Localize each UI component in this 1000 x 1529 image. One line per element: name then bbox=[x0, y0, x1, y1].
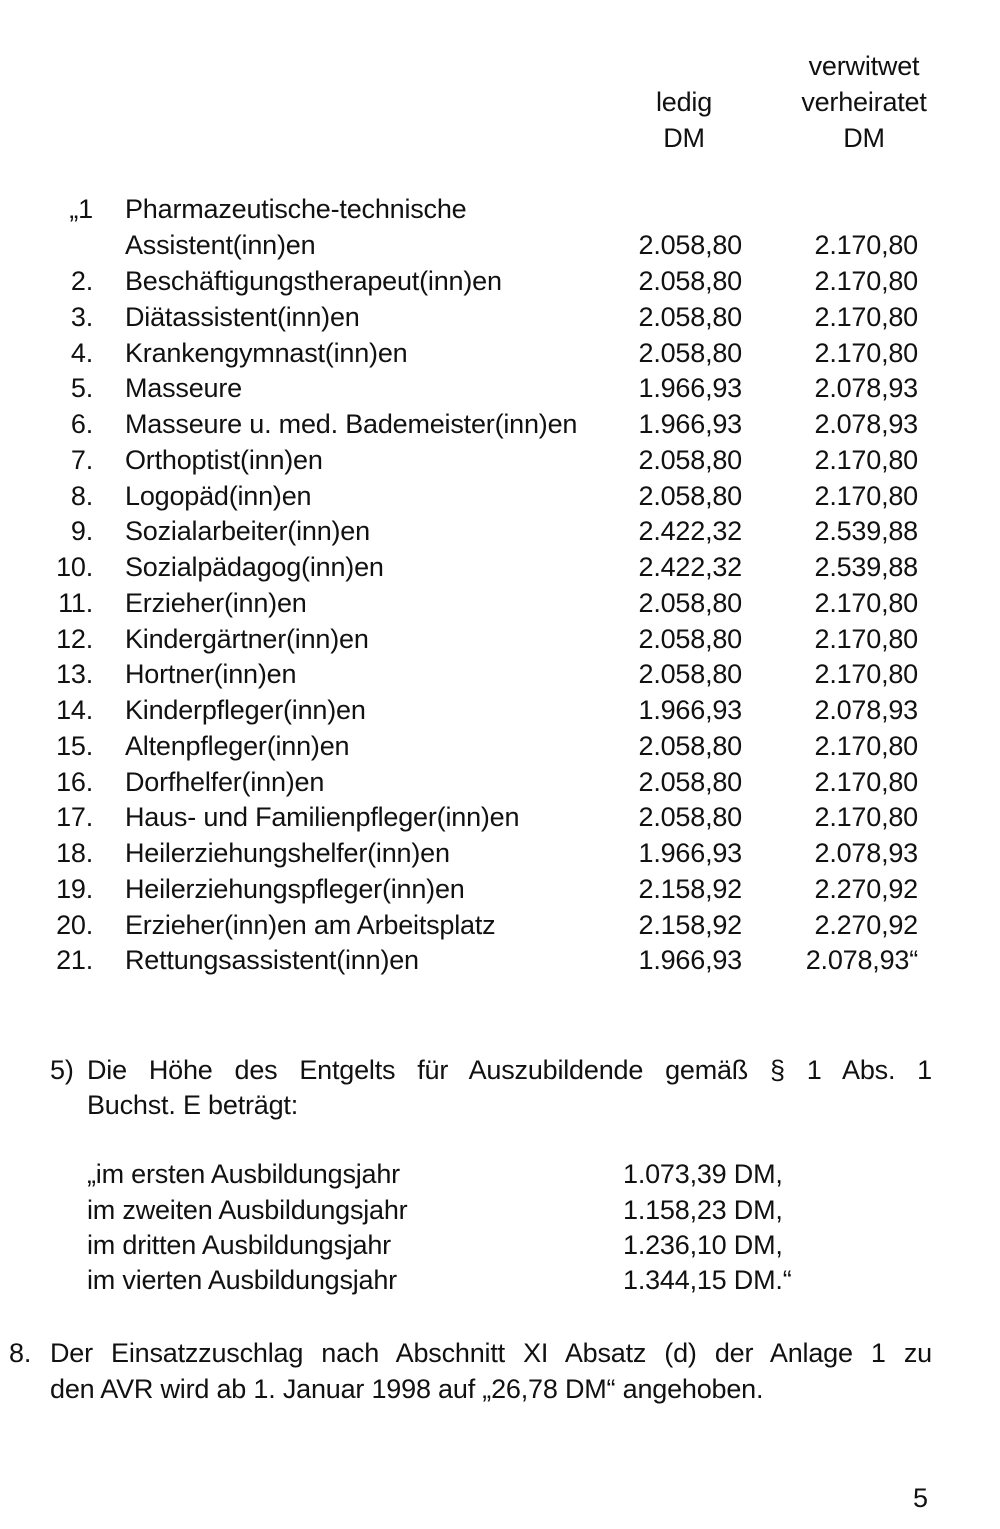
list-item bbox=[0, 1227, 1000, 1262]
row-number: 12. bbox=[56, 623, 93, 654]
row-label: Masseure u. med. Bademeister(inn)en bbox=[125, 409, 578, 439]
value-ledig: 1.966,93 bbox=[638, 695, 742, 725]
row-label: Pharmazeutische-technische bbox=[125, 194, 467, 224]
row-number: 19. bbox=[56, 873, 93, 904]
row-number: 13. bbox=[56, 659, 93, 690]
row-number: 8. bbox=[70, 480, 93, 511]
table-row bbox=[0, 656, 1000, 692]
row-number: 16. bbox=[56, 766, 93, 797]
table-row bbox=[0, 871, 1000, 907]
row-label-continued: Assistent(inn)en bbox=[125, 230, 316, 260]
training-year-label: „im ersten Ausbildungsjahr bbox=[87, 1159, 400, 1189]
row-label: Erzieher(inn)en am Arbeitsplatz bbox=[125, 909, 496, 940]
row-number: 7. bbox=[70, 444, 93, 475]
row-number: 5. bbox=[70, 373, 93, 404]
value-ledig: 2.058,80 bbox=[638, 266, 742, 296]
row-label: Logopäd(inn)en bbox=[125, 480, 312, 511]
section-5-text-line1: Die Höhe des Entgelts für Auszubildende gemäß § 1 Abs. 1 bbox=[87, 1055, 932, 1085]
row-number: 3. bbox=[70, 301, 93, 332]
table-row bbox=[0, 692, 1000, 728]
row-number: 10. bbox=[56, 552, 93, 582]
header-ledig-label: ledig bbox=[655, 87, 713, 117]
value-verheiratet: 2.078,93 bbox=[814, 373, 918, 404]
row-label: Masseure bbox=[125, 373, 242, 404]
table-row bbox=[0, 513, 1000, 549]
value-verheiratet: 2.170,80 bbox=[814, 802, 918, 833]
training-year-label: im vierten Ausbildungsjahr bbox=[87, 1265, 397, 1295]
value-verheiratet: 2.170,80 bbox=[814, 230, 918, 260]
value-verheiratet: 2.170,80 bbox=[814, 337, 918, 368]
table-row bbox=[0, 191, 1000, 227]
column-header-verheiratet bbox=[785, 48, 943, 156]
section-8-text-line2: den AVR wird ab 1. Januar 1998 auf „26,78 DM“ angehoben. bbox=[50, 1374, 764, 1404]
row-number: 18. bbox=[56, 838, 93, 868]
value-verheiratet: 2.078,93 bbox=[814, 409, 918, 439]
value-ledig: 2.422,32 bbox=[638, 516, 742, 547]
row-label: Rettungsassistent(inn)en bbox=[125, 945, 419, 976]
table-row bbox=[0, 370, 1000, 406]
table-row bbox=[0, 799, 1000, 835]
value-verheiratet: 2.170,80 bbox=[814, 730, 918, 761]
row-number: 20. bbox=[56, 909, 93, 940]
table-row bbox=[0, 406, 1000, 442]
section-5-text-line2: Buchst. E beträgt: bbox=[87, 1090, 299, 1120]
value-ledig: 2.158,92 bbox=[638, 873, 742, 904]
value-ledig: 2.058,80 bbox=[638, 587, 742, 618]
value-verheiratet: 2.539,88 bbox=[814, 552, 918, 582]
training-year-value: 1.344,15 DM.“ bbox=[623, 1265, 792, 1295]
value-verheiratet: 2.170,80 bbox=[814, 444, 918, 475]
value-verheiratet: 2.170,80 bbox=[814, 301, 918, 332]
column-header-ledig bbox=[625, 84, 743, 156]
row-label: Dorfhelfer(inn)en bbox=[125, 766, 325, 797]
row-label: Haus- und Familienpfleger(inn)en bbox=[125, 802, 520, 833]
row-number: 17. bbox=[56, 802, 93, 833]
row-label: Beschäftigungstherapeut(inn)en bbox=[125, 266, 502, 296]
training-year-value: 1.073,39 DM, bbox=[623, 1159, 783, 1189]
value-verheiratet: 2.170,80 bbox=[814, 659, 918, 690]
value-verheiratet: 2.170,80 bbox=[814, 266, 918, 296]
value-verheiratet: 2.170,80 bbox=[814, 623, 918, 654]
value-ledig: 2.058,80 bbox=[638, 730, 742, 761]
header-ledig-unit: DM bbox=[663, 123, 705, 153]
value-ledig: 2.058,80 bbox=[638, 623, 742, 654]
row-number: 2. bbox=[70, 266, 93, 296]
value-ledig: 1.966,93 bbox=[638, 373, 742, 404]
row-label: Hortner(inn)en bbox=[125, 659, 297, 690]
table-row bbox=[0, 299, 1000, 335]
training-year-label: im zweiten Ausbildungsjahr bbox=[87, 1195, 408, 1225]
value-ledig: 2.058,80 bbox=[638, 444, 742, 475]
section-8-marker: 8. bbox=[9, 1338, 32, 1368]
value-verheiratet: 2.078,93“ bbox=[805, 945, 918, 976]
row-label: Krankengymnast(inn)en bbox=[125, 337, 408, 368]
value-verheiratet: 2.170,80 bbox=[814, 587, 918, 618]
value-verheiratet: 2.270,92 bbox=[814, 909, 918, 940]
value-ledig: 2.058,80 bbox=[638, 337, 742, 368]
value-ledig: 2.058,80 bbox=[638, 480, 742, 511]
value-ledig: 2.058,80 bbox=[638, 802, 742, 833]
row-number: 9. bbox=[70, 516, 93, 547]
table-row bbox=[0, 335, 1000, 371]
row-number: 14. bbox=[56, 695, 93, 725]
row-number: „1 bbox=[69, 194, 93, 224]
list-item bbox=[0, 1262, 1000, 1297]
value-ledig: 2.058,80 bbox=[638, 659, 742, 690]
training-year-label: im dritten Ausbildungsjahr bbox=[87, 1230, 391, 1260]
header-verheiratet-unit: DM bbox=[843, 123, 885, 153]
row-number: 11. bbox=[58, 587, 93, 618]
row-label: Sozialpädagog(inn)en bbox=[125, 552, 384, 582]
table-row bbox=[0, 549, 1000, 585]
table-row bbox=[0, 728, 1000, 764]
table-row bbox=[0, 942, 1000, 978]
row-label: Heilerziehungshelfer(inn)en bbox=[125, 838, 450, 868]
value-ledig: 2.058,80 bbox=[638, 301, 742, 332]
row-label: Erzieher(inn)en bbox=[125, 587, 307, 618]
value-ledig: 1.966,93 bbox=[638, 838, 742, 868]
value-verheiratet: 2.270,92 bbox=[814, 873, 918, 904]
page-number: 5 bbox=[913, 1483, 928, 1513]
value-verheiratet: 2.170,80 bbox=[814, 766, 918, 797]
header-verwitwet-label: verwitwet bbox=[808, 51, 920, 81]
value-verheiratet: 2.078,93 bbox=[814, 695, 918, 725]
row-label: Sozialarbeiter(inn)en bbox=[125, 516, 370, 547]
value-ledig: 2.058,80 bbox=[638, 230, 742, 260]
header-verheiratet-label: verheiratet bbox=[801, 87, 927, 117]
value-verheiratet: 2.539,88 bbox=[814, 516, 918, 547]
training-year-value: 1.236,10 DM, bbox=[623, 1230, 783, 1260]
training-year-value: 1.158,23 DM, bbox=[623, 1195, 783, 1225]
table-row bbox=[0, 585, 1000, 621]
value-verheiratet: 2.170,80 bbox=[814, 480, 918, 511]
row-number: 15. bbox=[56, 730, 93, 761]
section-5-marker: 5) bbox=[50, 1055, 74, 1085]
list-item bbox=[0, 1156, 1000, 1191]
value-ledig: 2.058,80 bbox=[638, 766, 742, 797]
row-label: Heilerziehungspfleger(inn)en bbox=[125, 873, 465, 904]
table-row bbox=[0, 907, 1000, 943]
row-number: 21. bbox=[56, 945, 93, 976]
row-label: Altenpfleger(inn)en bbox=[125, 730, 350, 761]
row-label: Diätassistent(inn)en bbox=[125, 301, 360, 332]
list-item bbox=[0, 1192, 1000, 1227]
row-label: Kindergärtner(inn)en bbox=[125, 623, 369, 654]
value-ledig: 1.966,93 bbox=[638, 409, 742, 439]
table-row bbox=[0, 621, 1000, 657]
row-number: 6. bbox=[70, 409, 93, 439]
row-number: 4. bbox=[70, 337, 93, 368]
table-row bbox=[0, 442, 1000, 478]
value-ledig: 2.158,92 bbox=[638, 909, 742, 940]
table-row bbox=[0, 227, 1000, 263]
table-row bbox=[0, 263, 1000, 299]
value-verheiratet: 2.078,93 bbox=[814, 838, 918, 868]
row-label: Orthoptist(inn)en bbox=[125, 444, 323, 475]
table-row bbox=[0, 478, 1000, 514]
value-ledig: 2.422,32 bbox=[638, 552, 742, 582]
row-label: Kinderpfleger(inn)en bbox=[125, 695, 366, 725]
value-ledig: 1.966,93 bbox=[638, 945, 742, 976]
table-row bbox=[0, 764, 1000, 800]
table-row bbox=[0, 835, 1000, 871]
section-8-text-line1: Der Einsatzzuschlag nach Abschnitt XI Absatz (d) der Anlage 1 zu bbox=[50, 1338, 932, 1368]
